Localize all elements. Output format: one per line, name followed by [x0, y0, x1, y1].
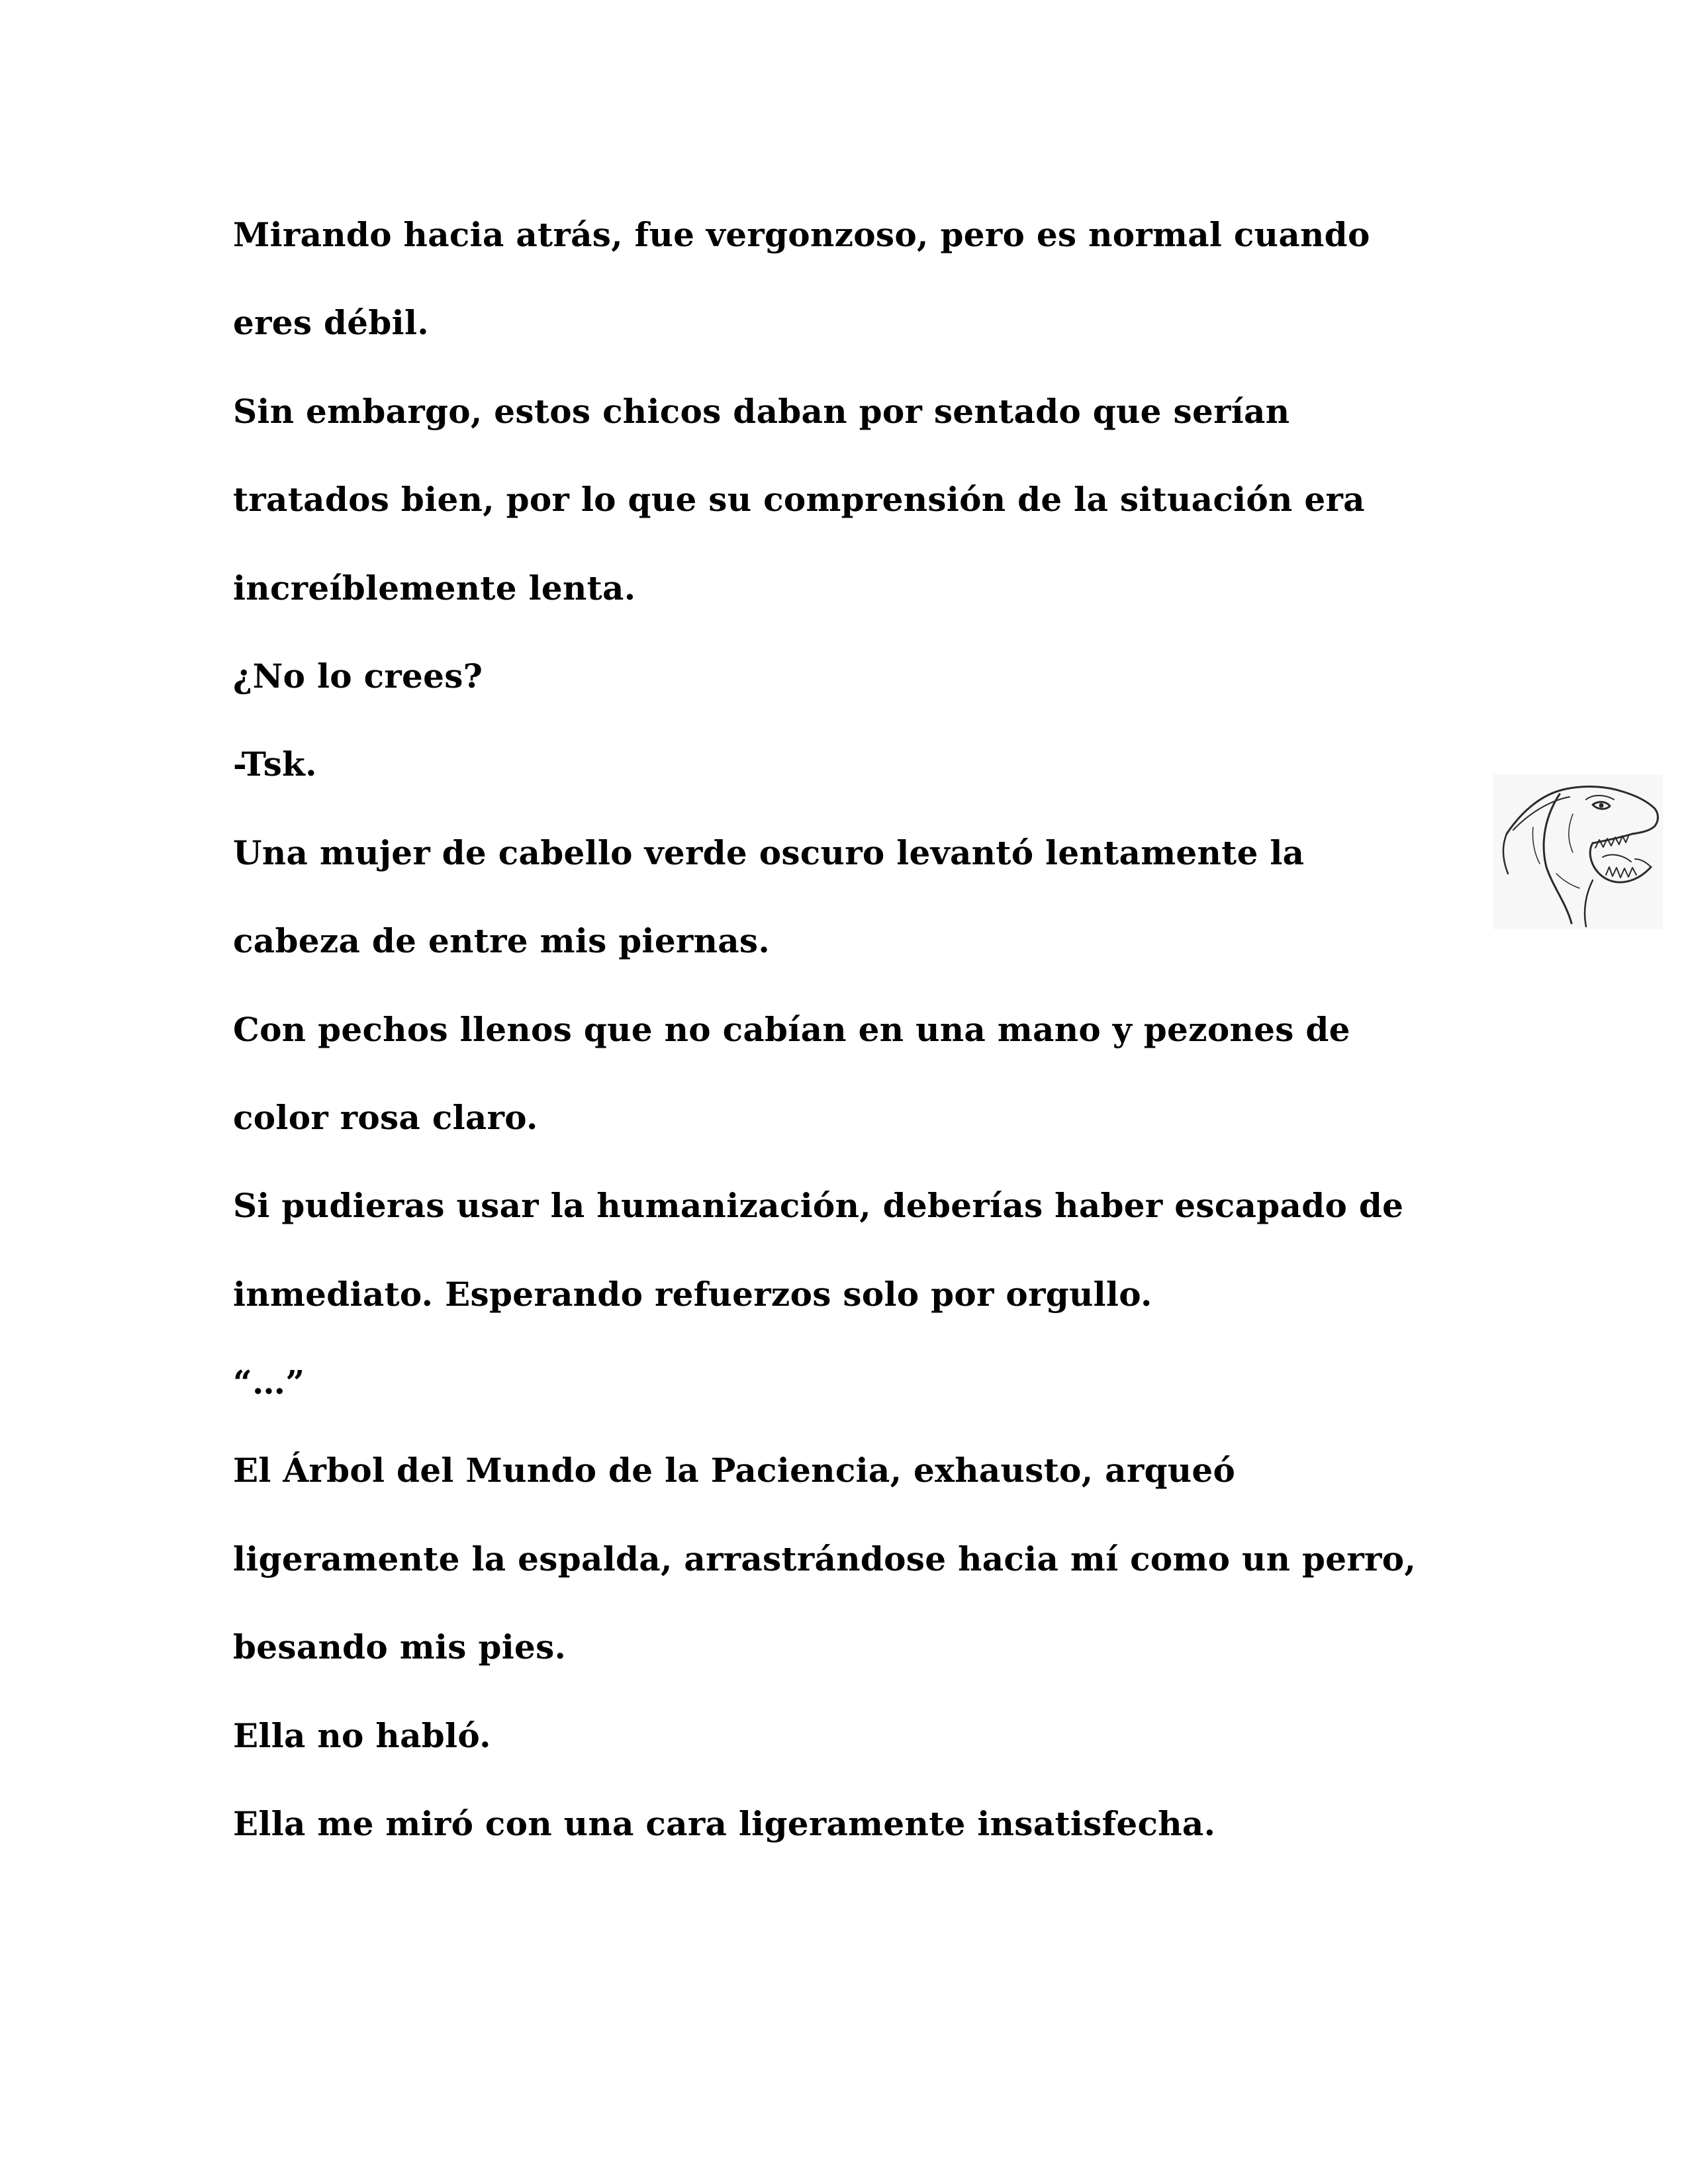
text-line: increíblemente lenta.	[233, 568, 636, 608]
text-line: “…”	[233, 1363, 305, 1402]
text-line: ¿No lo crees?	[233, 656, 483, 696]
text-line: Sin embargo, estos chicos daban por sentado que serían	[233, 391, 1290, 431]
text-line: Si pudieras usar la humanización, deberías haber escapado de	[233, 1186, 1404, 1226]
text-line: color rosa claro.	[233, 1097, 538, 1137]
body-text	[233, 191, 1524, 1868]
text-line: Con pechos llenos que no cabían en una mano y pezones de	[233, 1009, 1350, 1049]
text-line: ligeramente la espalda, arrastrándose hacia mí como un perro,	[233, 1539, 1417, 1578]
dinosaur-head-sketch-icon	[1493, 774, 1663, 929]
text-line: Mirando hacia atrás, fue vergonzoso, pero es normal cuando	[233, 215, 1370, 254]
text-line: El Árbol del Mundo de la Paciencia, exhausto, arqueó	[233, 1451, 1236, 1490]
text-line: inmediato. Esperando refuerzos solo por orgullo.	[233, 1274, 1152, 1314]
text-line: Una mujer de cabello verde oscuro levantó lentamente la	[233, 833, 1305, 872]
text-line: Ella me miró con una cara ligeramente insatisfecha.	[233, 1804, 1216, 1844]
text-line: Ella no habló.	[233, 1715, 491, 1755]
text-line: tratados bien, por lo que su comprensión de la situación era	[233, 480, 1365, 520]
text-line: besando mis pies.	[233, 1627, 567, 1667]
text-line: -Tsk.	[233, 745, 317, 784]
text-line: eres débil.	[233, 303, 429, 343]
text-line: cabeza de entre mis piernas.	[233, 921, 771, 961]
